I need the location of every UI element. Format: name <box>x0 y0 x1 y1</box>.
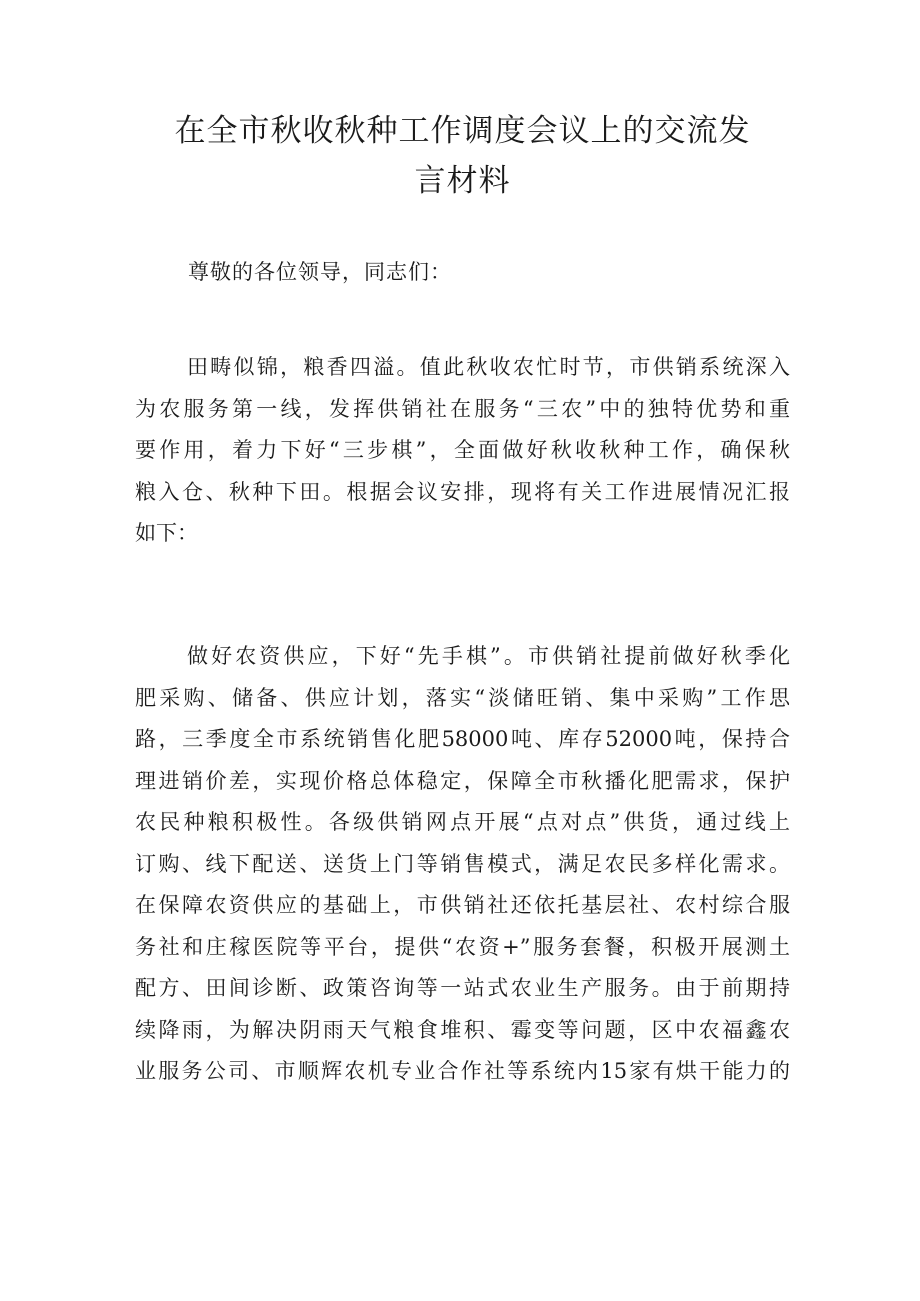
paragraph-line: 配方、田间诊断、政策咨询等一站式农业生产服务。由于前期持 <box>135 976 790 1000</box>
salutation: 尊敬的各位领导，同志们： <box>188 260 452 284</box>
paragraph-line: 理进销价差，实现价格总体稳定，保障全市秋播化肥需求，保护 <box>135 768 790 793</box>
paragraph-line: 肥采购、储备、供应计划，落实“淡储旺销、集中采购”工作思 <box>135 685 790 710</box>
title-line-2: 言材料 <box>414 163 511 199</box>
paragraph-line: 路，三季度全市系统销售化肥58000吨、库存52000吨，保持合 <box>135 727 790 751</box>
paragraph-line: 如下： <box>135 521 198 545</box>
paragraph-line: 农民种粮积极性。各级供销网点开展“点对点”供货，通过线上 <box>135 810 790 834</box>
title-line-1: 在全市秋收秋种工作调度会议上的交流发 <box>174 113 751 149</box>
paragraph-line: 续降雨，为解决阴雨天气粮食堆积、霉变等问题，区中农福鑫农 <box>135 1017 790 1042</box>
paragraph-line: 在保障农资供应的基础上，市供销社还依托基层社、农村综合服 <box>135 893 790 917</box>
paragraph-line: 为农服务第一线，发挥供销社在服务“三农”中的独特优势和重 <box>135 396 790 421</box>
paragraph-intro <box>135 347 790 555</box>
paragraph-supply <box>135 636 790 1093</box>
paragraph-line: 做好农资供应，下好“先手棋”。市供销社提前做好秋季化 <box>187 644 790 668</box>
paragraph-line: 要作用，着力下好“三步棋”，全面做好秋收秋种工作，确保秋 <box>135 438 790 462</box>
paragraph-line: 业服务公司、市顺辉农机专业合作社等系统内15家有烘干能力的 <box>135 1059 790 1083</box>
document-title <box>135 106 790 206</box>
paragraph-line: 粮入仓、秋种下田。根据会议安排，现将有关工作进展情况汇报 <box>135 479 790 504</box>
paragraph-line: 订购、线下配送、送货上门等销售模式，满足农民多样化需求。 <box>135 851 790 876</box>
paragraph-line: 务社和庄稼医院等平台，提供“农资+”服务套餐，积极开展测土 <box>135 934 790 959</box>
paragraph-line: 田畴似锦，粮香四溢。值此秋收农忙时节，市供销系统深入 <box>187 355 790 379</box>
